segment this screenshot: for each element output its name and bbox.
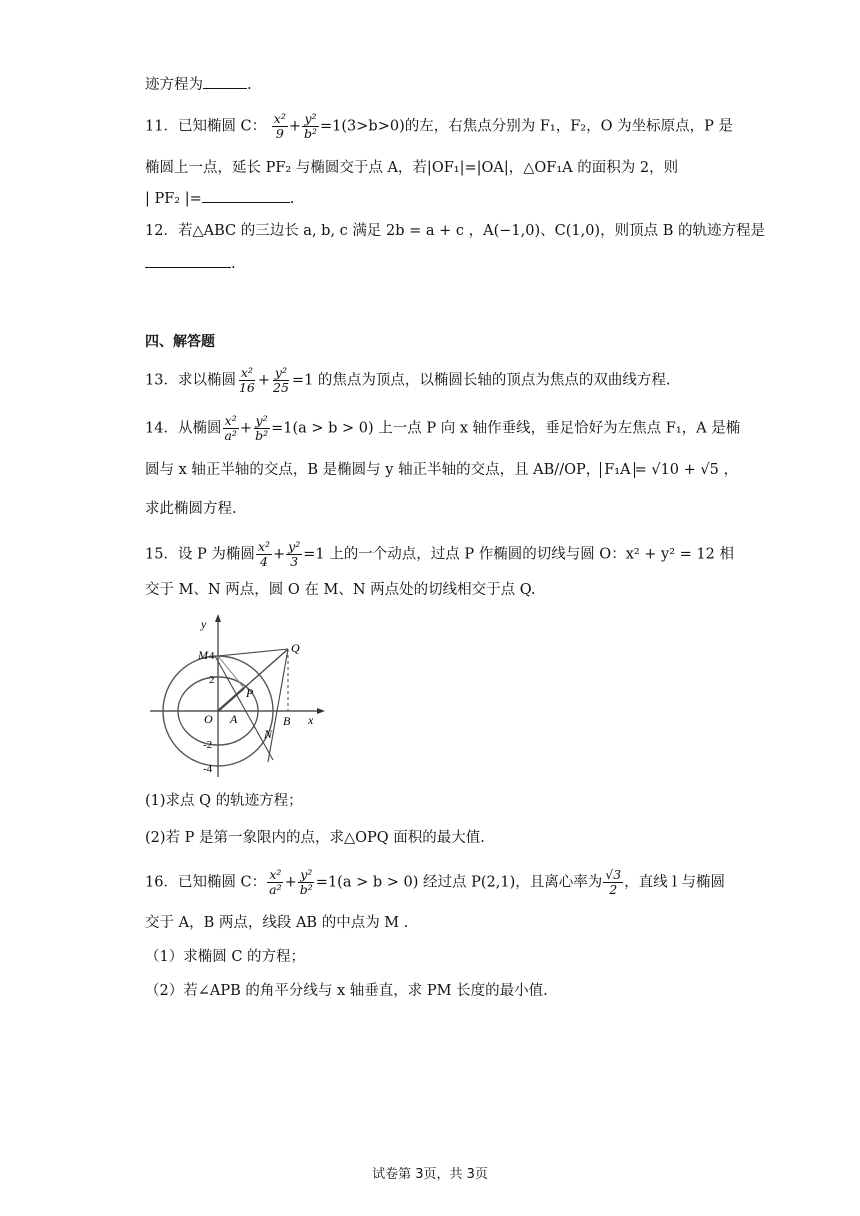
line-mq <box>218 649 288 656</box>
tick-m4: -4 <box>203 763 213 775</box>
q16-mid: =1(a > b > 0) 经过点 P(2,1)，且离心率为 <box>315 874 603 891</box>
q11-line2-text: 椭圆上一点，延长 PF₂ 与椭圆交于点 A，若|OF₁|=|OA|，△OF₁A 的面积为 2，则 <box>145 160 679 176</box>
frac-x2-a2 <box>222 414 238 443</box>
frac-num: y² <box>300 867 313 882</box>
y-axis-arrow <box>215 614 221 622</box>
label-y: y <box>201 617 207 631</box>
frac-den: b² <box>299 882 313 897</box>
label-x: x <box>308 713 314 727</box>
line-op <box>218 688 244 711</box>
q14-line3 <box>145 498 237 520</box>
frac-x2-a2 <box>267 868 283 897</box>
frac-y2-b2 <box>302 112 319 141</box>
frac-y2-3 <box>286 540 302 569</box>
label-n: N <box>264 727 273 741</box>
q14-line2-tail: = √10 + √5 ， <box>634 462 738 478</box>
frac-num: x² <box>269 867 282 882</box>
q12-line1-text: 12．若△ABC 的三边长 a, b, c 满足 2b = a + c ，A(−1,0)、C(1,0)，则顶点 B 的轨迹方程是 <box>145 223 765 239</box>
frac-y2-b2 <box>298 868 315 897</box>
q10-tail-text: 迹方程为 <box>145 77 203 93</box>
q16-prefix: 16．已知椭圆 C： <box>145 874 267 891</box>
frac-den: 16 <box>238 380 255 395</box>
q12-line2 <box>145 253 236 275</box>
label-a: A <box>230 712 238 726</box>
q12-line2-period: . <box>231 256 236 272</box>
q14-mid: =1(a > b > 0) 上一点 P 向 x 轴作垂线，垂足恰好为左焦点 F₁，A 是椭 <box>271 420 741 437</box>
frac-den: b² <box>255 428 269 443</box>
frac-num: x² <box>224 413 237 428</box>
tick-2: 2 <box>209 674 215 686</box>
frac-x2-4 <box>256 540 272 569</box>
q14-line3-text: 求此椭圆方程. <box>145 501 237 517</box>
label-m: M <box>198 648 208 662</box>
frac-num: x² <box>240 365 253 380</box>
frac-den: a² <box>269 882 282 897</box>
abs-f1a: F₁A <box>600 462 634 478</box>
q12-line1 <box>145 220 765 242</box>
q13-suffix: =1 的焦点为顶点，以椭圆长轴的顶点为焦点的双曲线方程. <box>291 372 671 389</box>
q16-part2: （2）若∠APB 的角平分线与 x 轴垂直，求 PM 长度的最小值. <box>145 983 548 999</box>
q16-part1: （1）求椭圆 C 的方程； <box>145 949 306 965</box>
q11-line3 <box>145 188 294 210</box>
frac-den: 2 <box>609 882 618 897</box>
q10-tail <box>145 74 252 96</box>
frac-den: 25 <box>273 380 289 395</box>
line-qn <box>268 649 288 762</box>
frac-num: √3 <box>605 867 622 882</box>
label-p: P <box>246 686 254 700</box>
answer-blank[interactable] <box>203 74 247 89</box>
frac-den: 3 <box>290 554 299 569</box>
page-footer: 试卷第 3页，共 3页 <box>372 1167 488 1182</box>
frac-den: 9 <box>275 126 284 141</box>
q11-intro: 11．已知椭圆 C： <box>145 118 267 135</box>
frac-num: y² <box>304 111 317 126</box>
frac-y2-b2 <box>253 414 270 443</box>
q13-prefix: 13．求以椭圆 <box>145 372 236 389</box>
frac-num: x² <box>273 111 286 126</box>
frac-num: y² <box>288 539 301 554</box>
tick-4: 4 <box>209 650 215 662</box>
q15-part1: (1)求点 Q 的轨迹方程； <box>145 793 303 809</box>
q15-line2 <box>145 579 536 601</box>
q11-eq-text: =1(3>b>0)的左，右焦点分别为 F₁，F₂，O 为坐标原点，P 是 <box>320 118 733 135</box>
q13-line: 13．求以椭圆 $\frac{\text{x²}}{16}$ + $\frac{\text{y²}}{25}$ =1 的焦点为顶点，以椭圆长轴的顶点为焦点的双曲线方程. <box>145 365 671 395</box>
q15-mid: =1 上的一个动点，过点 P 作椭圆的切线与圆 O：x² + y² = 12 相 <box>303 546 734 563</box>
frac-x2-9 <box>272 112 288 141</box>
q15-part2: (2)若 P 是第一象限内的点，求△OPQ 面积的最大值. <box>145 830 485 846</box>
frac-den: b² <box>303 126 317 141</box>
answer-blank[interactable] <box>145 253 231 268</box>
q11-line3-text: | PF₂ |= <box>145 191 202 207</box>
answer-blank[interactable] <box>202 188 290 203</box>
q11-line1: 11．已知椭圆 C： $\frac{\text{x²}}{9}$ + $\frac{\text{y²}}{\text{b²}}$ =1(3>b>0)的左，右焦点分别为 F₁，F₂，O 为坐标原点，P 是 <box>145 111 733 141</box>
q15-prefix: 15．设 P 为椭圆 <box>145 546 255 563</box>
q14-prefix: 14．从椭圆 <box>145 420 222 437</box>
q14-line2-text: 圆与 x 轴正半轴的交点，B 是椭圆与 y 轴正半轴的交点，且 AB//OP， <box>145 462 601 478</box>
ellipse-circle-figure <box>145 612 330 777</box>
frac-num: y² <box>255 413 268 428</box>
q15-line1: 15．设 P 为椭圆 $\frac{\text{x²}}{4}$ + $\frac{\text{y²}}{3}$ =1 上的一个动点，过点 P 作椭圆的切线与圆 O：x² + y² = 12 相 <box>145 539 734 569</box>
q15-line2-text: 交于 M、N 两点，圆 O 在 M、N 两点处的切线相交于点 Q. <box>145 582 536 598</box>
frac-den: a² <box>224 428 237 443</box>
frac-num: x² <box>257 539 270 554</box>
q14-line2 <box>145 459 738 481</box>
frac-y2-25 <box>271 366 291 395</box>
q10-tail-period: . <box>247 77 252 93</box>
tick-m2: -2 <box>203 739 213 751</box>
frac-num: y² <box>274 365 287 380</box>
label-o: O <box>204 712 213 726</box>
frac-den: 4 <box>259 554 268 569</box>
label-q: Q <box>291 641 300 655</box>
q16-tail: ，直线 l 与椭圆 <box>624 874 726 891</box>
frac-sqrt3-2 <box>603 868 623 897</box>
q11-line2 <box>145 157 678 179</box>
q16-line1: 16．已知椭圆 C： $\frac{\text{x²}}{\text{a²}}$ + $\frac{\text{y²}}{\text{b²}}$ =1(a > b > 0) 经过点 P(2,1)，且离心率为 $\frac{√3}{2}$ ，直线 l 与椭圆 <box>145 867 726 897</box>
q14-line1: 14．从椭圆 $\frac{\text{x²}}{\text{a²}}$ + $\frac{\text{y²}}{\text{b²}}$ =1(a > b > 0) 上一点 P 向 x 轴作垂线，垂足恰好为左焦点 F₁，A 是椭 <box>145 413 741 443</box>
section-title: 四、解答题 <box>145 334 215 350</box>
q16-line2: 交于 A，B 两点，线段 AB 的中点为 M . <box>145 915 409 931</box>
frac-x2-16 <box>237 366 257 395</box>
label-b: B <box>283 714 291 728</box>
q11-line3-period: . <box>289 191 295 207</box>
x-axis-arrow <box>317 708 325 714</box>
